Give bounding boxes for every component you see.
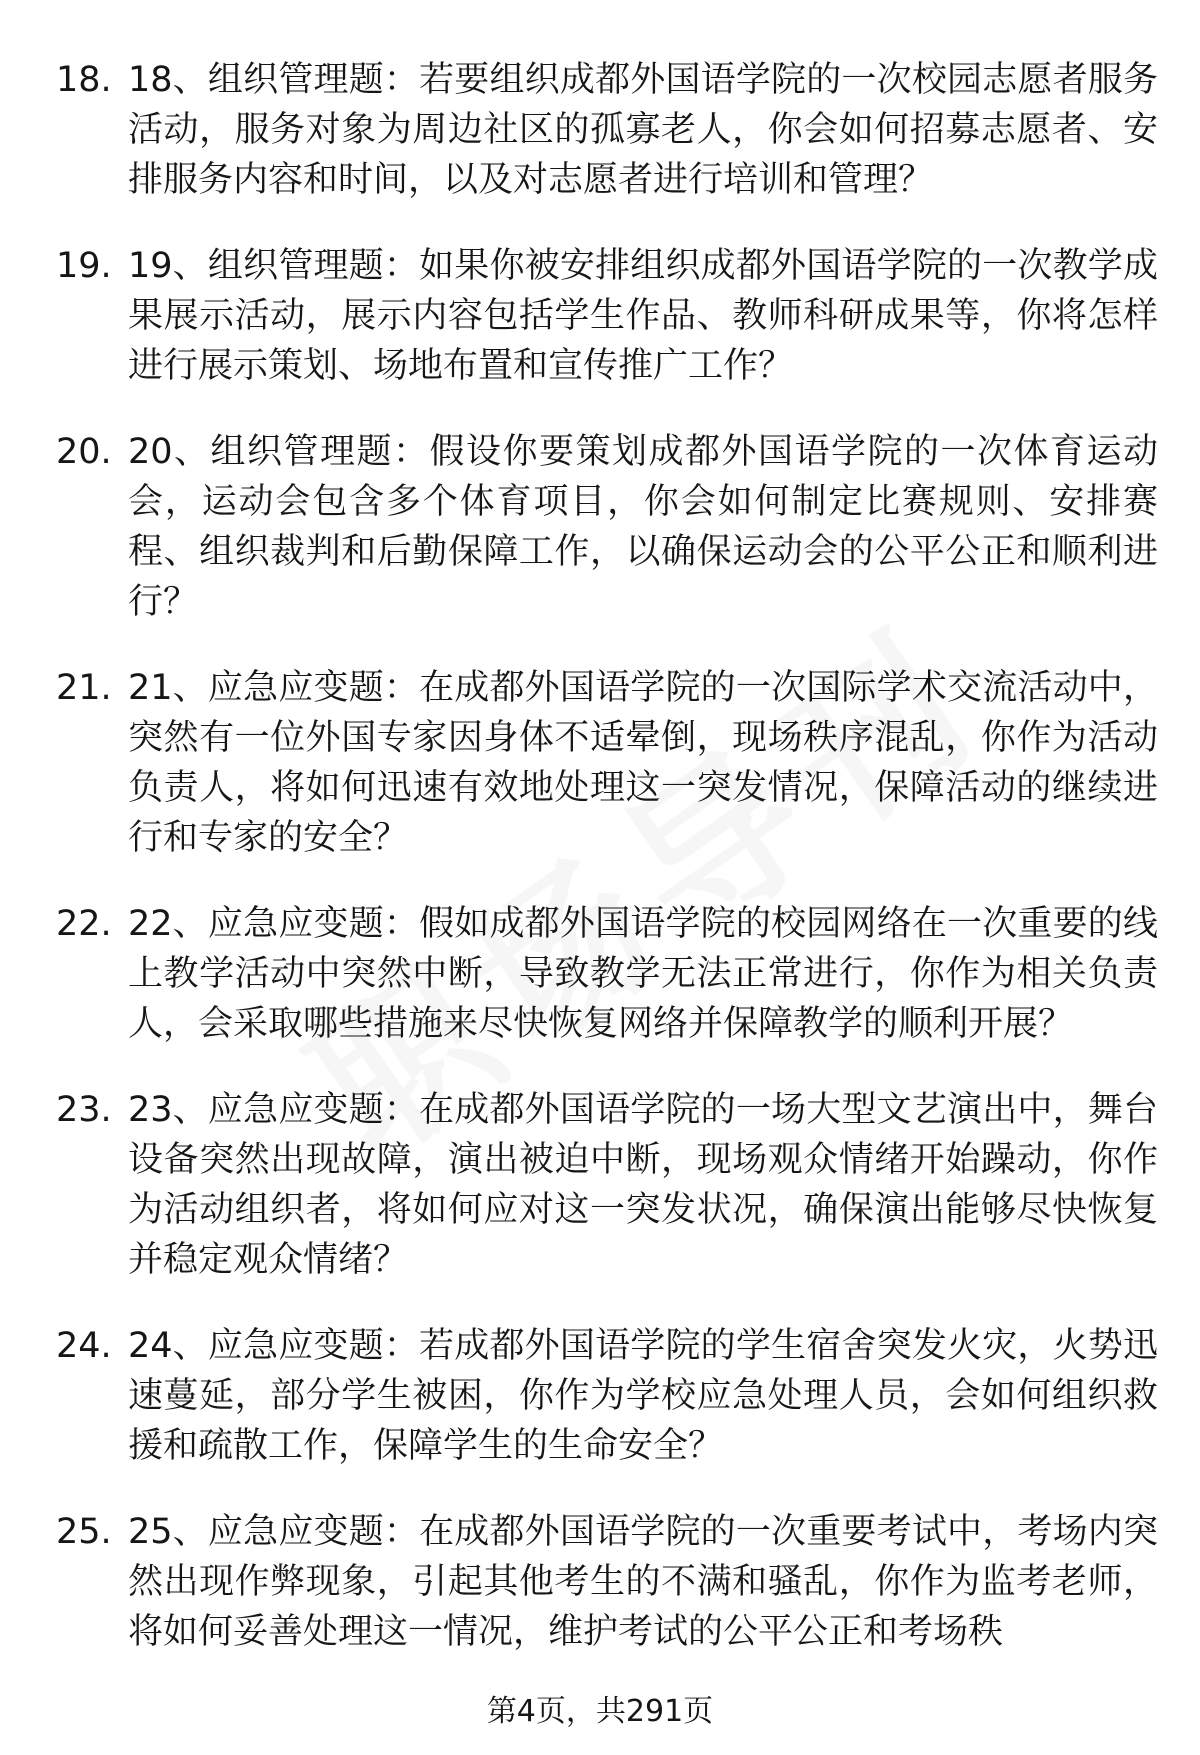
question-number: 24. (56, 1326, 112, 1366)
question-number: 18. (56, 60, 112, 100)
question-number: 21. (56, 668, 112, 708)
question-item (0, 1321, 1200, 1471)
question-text: 20、组织管理题：假设你要策划成都外国语学院的一次体育运动会，运动会包含多个体育项目，你会如何制定比赛规则、安排赛程、组织裁判和后勤保障工作，以确保运动会的公平公正和顺利进行？ (128, 432, 1158, 622)
question-item (0, 1085, 1200, 1285)
question-number: 23. (56, 1090, 112, 1130)
question-number: 22. (56, 904, 112, 944)
question-text: 18、组织管理题：若要组织成都外国语学院的一次校园志愿者服务活动，服务对象为周边社区的孤寡老人，你会如何招募志愿者、安排服务内容和时间，以及对志愿者进行培训和管理？ (128, 60, 1158, 200)
question-item (0, 663, 1200, 863)
question-text: 25、应急应变题：在成都外国语学院的一次重要考试中，考场内突然出现作弊现象，引起其他考生的不满和骚乱，你作为监考老师，将如何妥善处理这一情况，维护考试的公平公正和考场秩 (128, 1512, 1158, 1652)
question-text: 19、组织管理题：如果你被安排组织成都外国语学院的一次教学成果展示活动，展示内容包括学生作品、教师科研成果等，你将怎样进行展示策划、场地布置和宣传推广工作？ (128, 246, 1158, 386)
question-text: 22、应急应变题：假如成都外国语学院的校园网络在一次重要的线上教学活动中突然中断，导致教学无法正常进行，你作为相关负责人，会采取哪些措施来尽快恢复网络并保障教学的顺利开展？ (128, 904, 1158, 1044)
question-item (0, 899, 1200, 1049)
question-number: 25. (56, 1512, 112, 1552)
question-number: 20. (56, 432, 112, 472)
question-item (0, 427, 1200, 627)
question-item (0, 55, 1200, 205)
question-text: 21、应急应变题：在成都外国语学院的一次国际学术交流活动中，突然有一位外国专家因身体不适晕倒，现场秩序混乱，你作为活动负责人，将如何迅速有效地处理这一突发情况，保障活动的继续进行和专家的安全？ (128, 668, 1158, 858)
question-item (0, 241, 1200, 391)
question-list (0, 55, 1200, 1693)
page-footer: 第4页，共291页 (486, 1694, 714, 1729)
question-text: 23、应急应变题：在成都外国语学院的一场大型文艺演出中，舞台设备突然出现故障，演出被迫中断，现场观众情绪开始躁动，你作为活动组织者，将如何应对这一突发状况，确保演出能够尽快恢复并稳定观众情绪？ (128, 1090, 1158, 1280)
question-number: 19. (56, 246, 112, 286)
question-text: 24、应急应变题：若成都外国语学院的学生宿舍突发火灾，火势迅速蔓延，部分学生被困，你作为学校应急处理人员，会如何组织救援和疏散工作，保障学生的生命安全？ (128, 1326, 1158, 1466)
question-item (0, 1507, 1200, 1657)
